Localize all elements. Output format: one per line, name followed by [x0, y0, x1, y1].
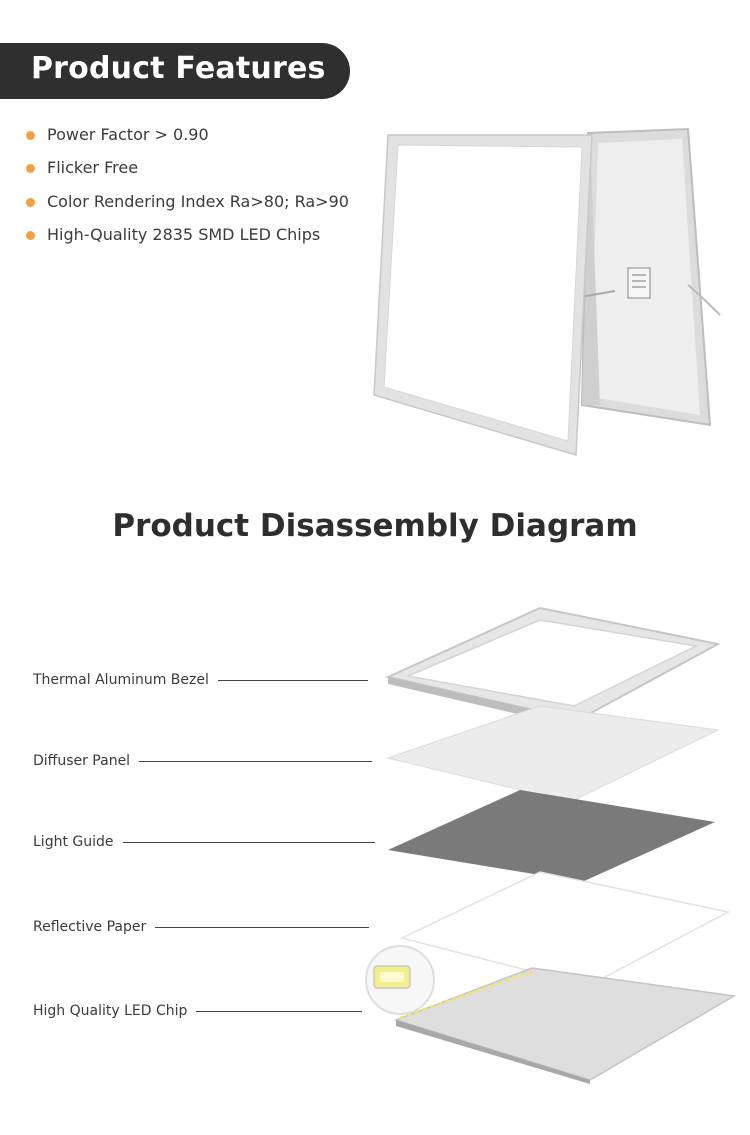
reflective-paper-layer: [402, 872, 728, 986]
feature-list: [26, 124, 349, 257]
led-panel-product-image: [370, 125, 730, 460]
feature-text: Color Rendering Index Ra>80; Ra>90: [47, 191, 349, 211]
feature-item: [26, 157, 349, 190]
leader-line: [218, 680, 368, 681]
bullet-dot-icon: [26, 131, 35, 140]
feature-text: High-Quality 2835 SMD LED Chips: [47, 224, 321, 244]
layer-label-led-chip: [33, 1003, 362, 1019]
features-title: Product Features: [31, 51, 326, 86]
bullet-dot-icon: [26, 198, 35, 207]
led-chip-callout: [366, 946, 434, 1014]
leader-line: [139, 761, 372, 762]
layer-label-diffuser: [33, 753, 372, 769]
layer-label-text: Thermal Aluminum Bezel: [33, 672, 209, 688]
diffuser-layer: [388, 706, 718, 802]
leader-line: [196, 1011, 362, 1012]
bullet-dot-icon: [26, 164, 35, 173]
feature-text: Power Factor > 0.90: [47, 125, 209, 144]
leader-line: [155, 927, 369, 928]
layer-label-light-guide: [33, 834, 375, 850]
exploded-view-illustration: [360, 600, 740, 1100]
layer-label-text: Diffuser Panel: [33, 753, 131, 769]
diagram-title: Product Disassembly Diagram: [112, 508, 638, 544]
feature-item: [26, 191, 349, 224]
feature-item: [26, 124, 349, 157]
back-tray-layer: [396, 968, 734, 1084]
layer-label-bezel: [33, 672, 368, 688]
layer-label-text: Light Guide: [33, 834, 114, 850]
layer-label-reflective: [33, 919, 369, 935]
layer-label-text: High Quality LED Chip: [33, 1003, 188, 1019]
light-guide-layer: [388, 790, 715, 882]
leader-line: [123, 842, 375, 843]
features-banner: [0, 43, 350, 99]
feature-item: [26, 224, 349, 257]
feature-text: Flicker Free: [47, 158, 139, 178]
bullet-dot-icon: [26, 231, 35, 240]
layer-label-text: Reflective Paper: [33, 919, 147, 935]
